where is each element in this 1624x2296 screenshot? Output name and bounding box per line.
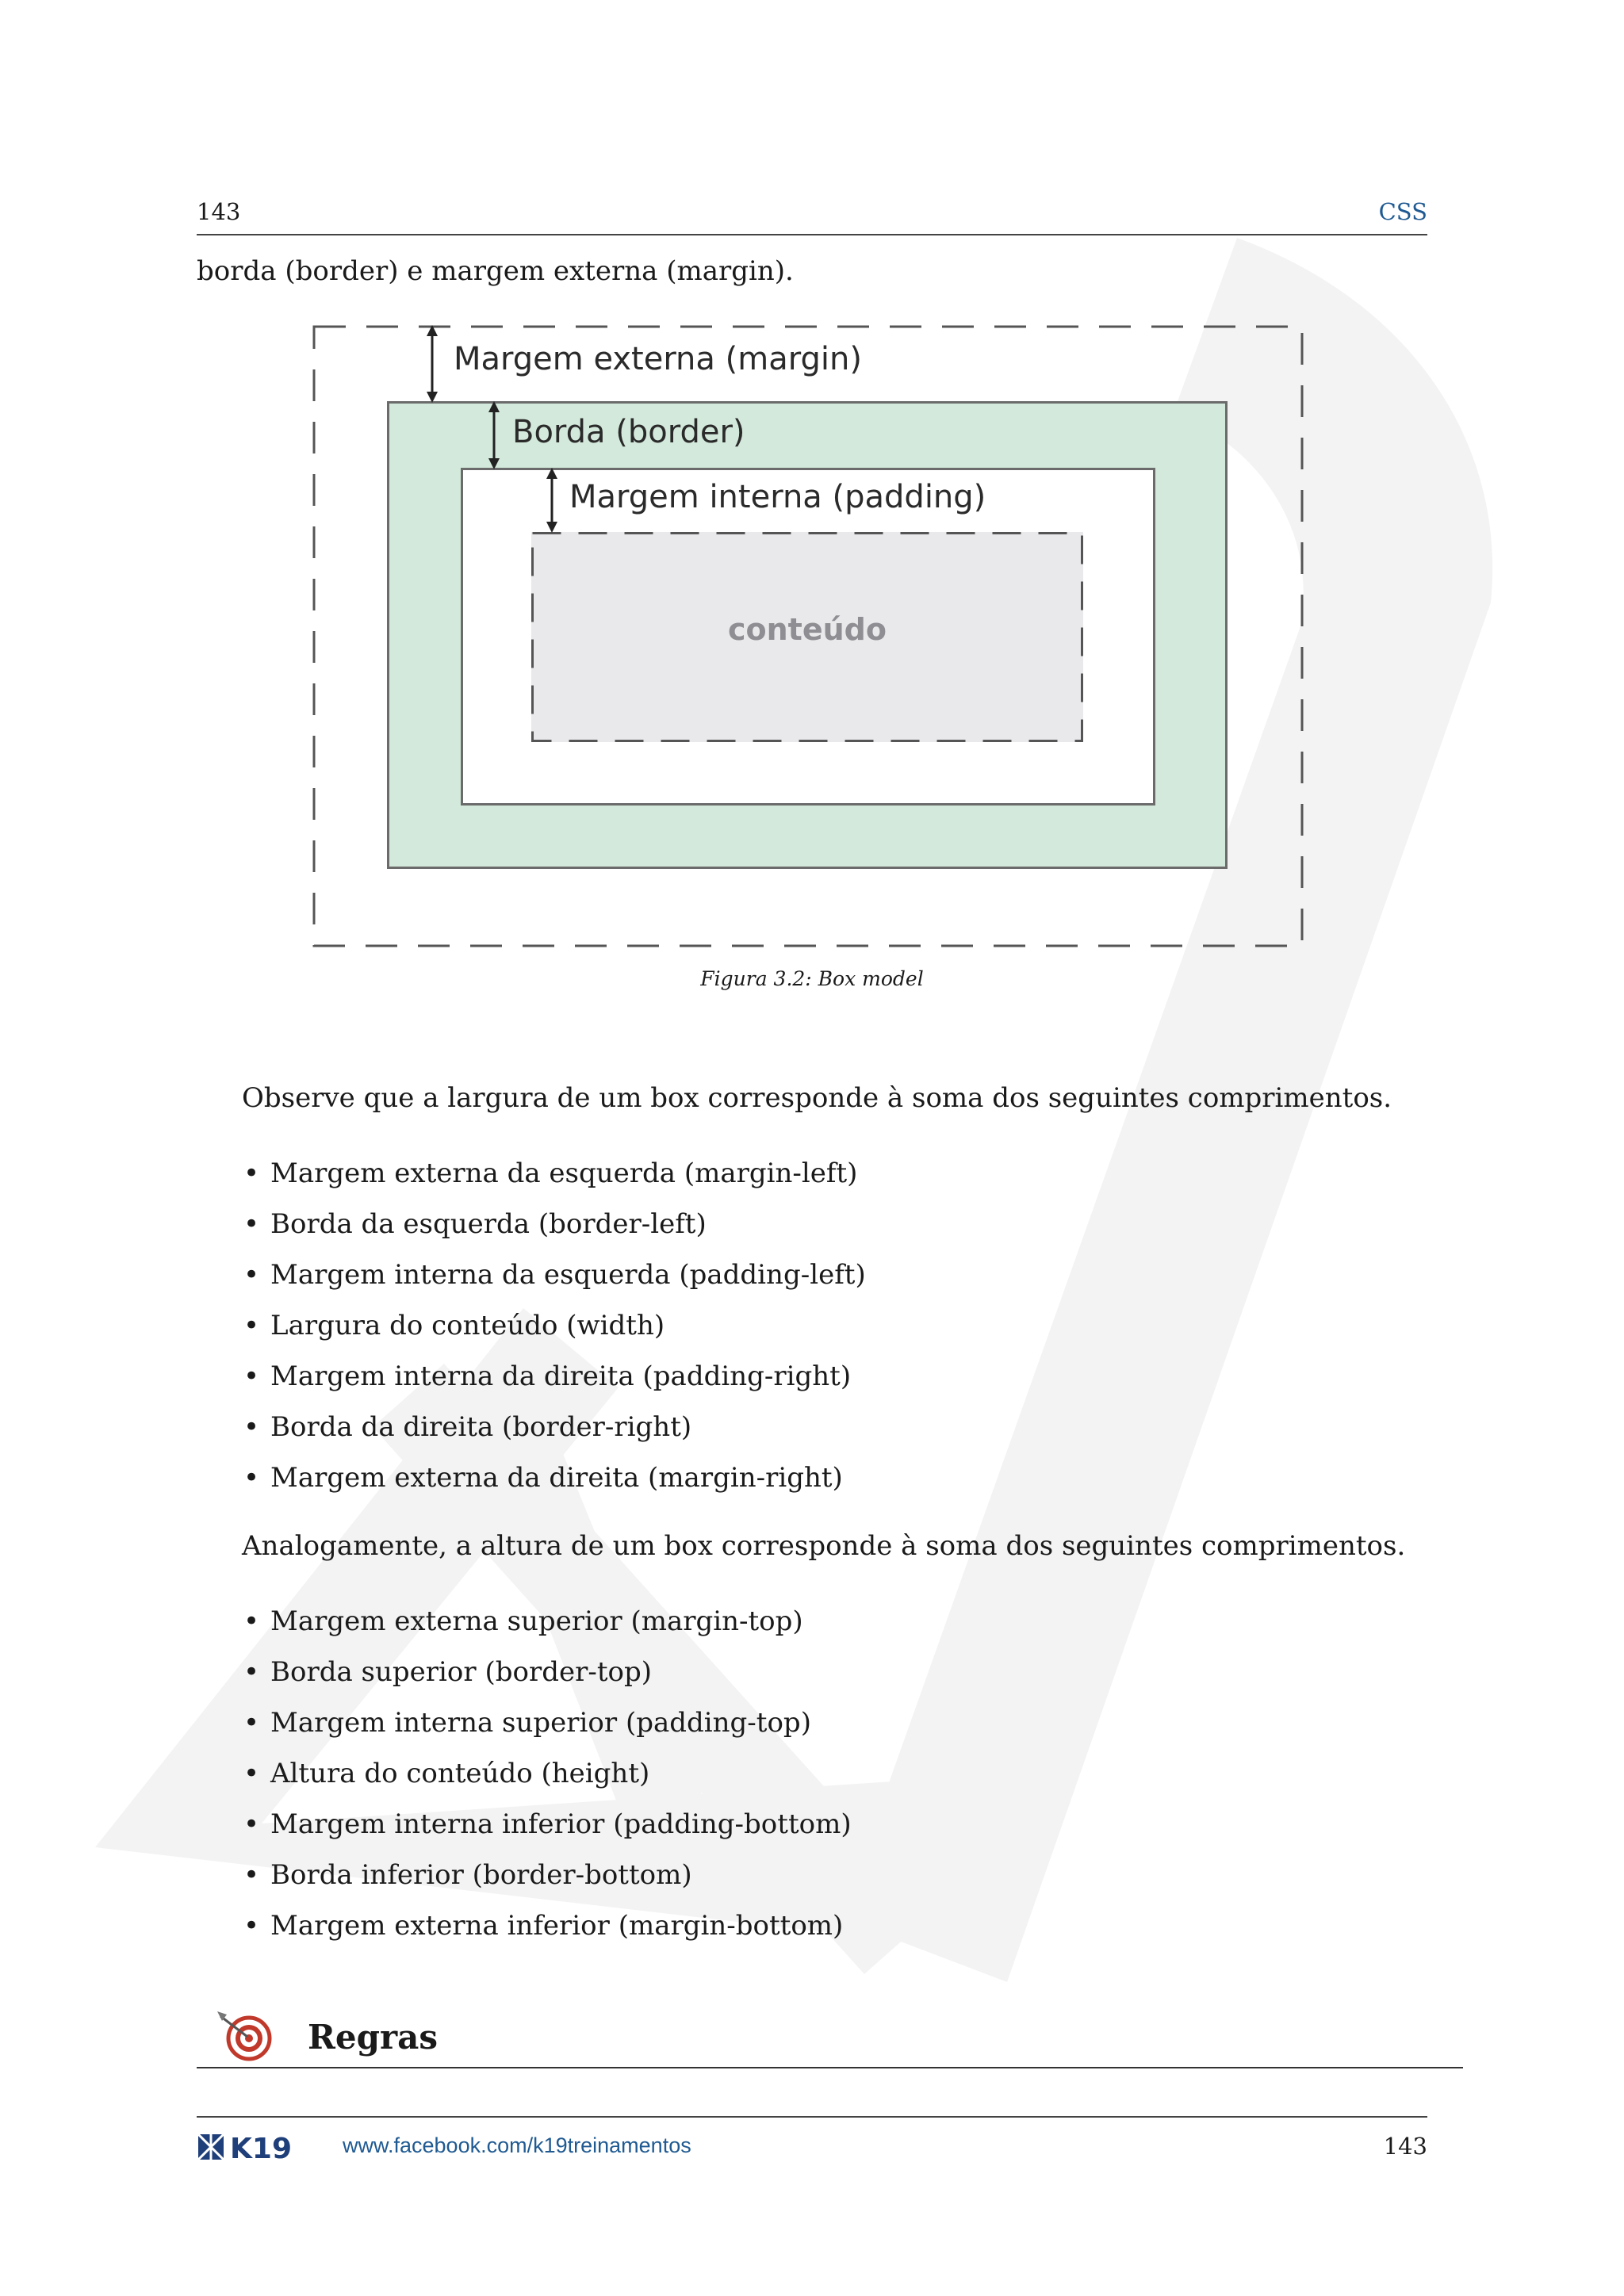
list-item-text: Largura do conteúdo (width) (270, 1310, 665, 1341)
bullet: • (243, 1158, 260, 1189)
header-chapter-title: CSS (1378, 198, 1427, 225)
list-item (242, 1204, 866, 1255)
width-list (242, 1154, 866, 1509)
list-item-text: Margem externa inferior (margin-bottom) (270, 1910, 844, 1942)
padding-arrow-icon (540, 468, 564, 533)
bullet: • (243, 1208, 260, 1240)
paragraph-width: Observe que a largura de um box corresponde à soma dos seguintes comprimentos. (242, 1082, 1392, 1114)
target-icon (216, 2010, 273, 2062)
list-item-text: Margem interna inferior (padding-bottom) (270, 1808, 852, 1840)
bullet: • (243, 1310, 260, 1341)
bullet: • (243, 1808, 260, 1840)
figure-caption: Figura 3.2: Box model (700, 967, 924, 990)
list-item (242, 1855, 852, 1906)
list-item-text: Margem externa superior (margin-top) (270, 1605, 803, 1637)
list-item-text: Borda inferior (border-bottom) (270, 1859, 692, 1891)
bullet: • (243, 1656, 260, 1688)
bullet: • (243, 1707, 260, 1739)
bullet: • (243, 1462, 260, 1494)
padding-label: Margem interna (padding) (569, 479, 986, 515)
list-item (242, 1601, 852, 1652)
list-item (242, 1906, 852, 1957)
bullet: • (243, 1605, 260, 1637)
list-item (242, 1458, 866, 1509)
list-item-text: Borda superior (border-top) (270, 1656, 652, 1688)
height-list (242, 1601, 852, 1957)
paragraph-height: Analogamente, a altura de um box corresponde à soma dos seguintes comprimentos. (242, 1530, 1406, 1562)
section-title: Regras (308, 2018, 438, 2057)
list-item-text: Altura do conteúdo (height) (270, 1758, 650, 1789)
list-item-text: Margem interna da direita (padding-right) (270, 1360, 852, 1392)
svg-text:K19: K19 (230, 2133, 292, 2163)
list-item (242, 1652, 852, 1703)
list-item (242, 1306, 866, 1357)
k19-logo (197, 2131, 322, 2163)
content-label: conteúdo (728, 612, 887, 647)
header-rule (197, 234, 1427, 235)
margin-label: Margem externa (margin) (454, 341, 862, 377)
bullet: • (243, 1259, 260, 1291)
bullet: • (243, 1411, 260, 1443)
list-item (242, 1754, 852, 1804)
bullet: • (243, 1360, 260, 1392)
list-item-text: Margem externa da esquerda (margin-left) (270, 1158, 858, 1189)
border-arrow-icon (482, 401, 506, 469)
box-model-figure (312, 325, 1304, 947)
list-item (242, 1703, 852, 1754)
footer-page-number: 143 (1383, 2133, 1427, 2160)
bullet: • (243, 1758, 260, 1789)
intro-text: borda (border) e margem externa (margin). (197, 255, 794, 287)
list-item-text: Margem interna da esquerda (padding-left) (270, 1259, 866, 1291)
header-page-number: 143 (197, 198, 241, 225)
list-item-text: Borda da esquerda (border-left) (270, 1208, 707, 1240)
list-item-text: Margem interna superior (padding-top) (270, 1707, 811, 1739)
list-item (242, 1255, 866, 1306)
footer-rule (197, 2116, 1427, 2118)
list-item (242, 1407, 866, 1458)
list-item (242, 1357, 866, 1407)
footer-facebook-link[interactable]: www.facebook.com/k19treinamentos (343, 2133, 691, 2157)
list-item (242, 1804, 852, 1855)
bullet: • (243, 1859, 260, 1891)
section-heading (197, 2010, 1463, 2068)
list-item (242, 1154, 866, 1204)
margin-arrow-icon (420, 325, 444, 403)
bullet: • (243, 1910, 260, 1942)
list-item-text: Borda da direita (border-right) (270, 1411, 692, 1443)
list-item-text: Margem externa da direita (margin-right) (270, 1462, 843, 1494)
border-label: Borda (border) (512, 414, 745, 450)
